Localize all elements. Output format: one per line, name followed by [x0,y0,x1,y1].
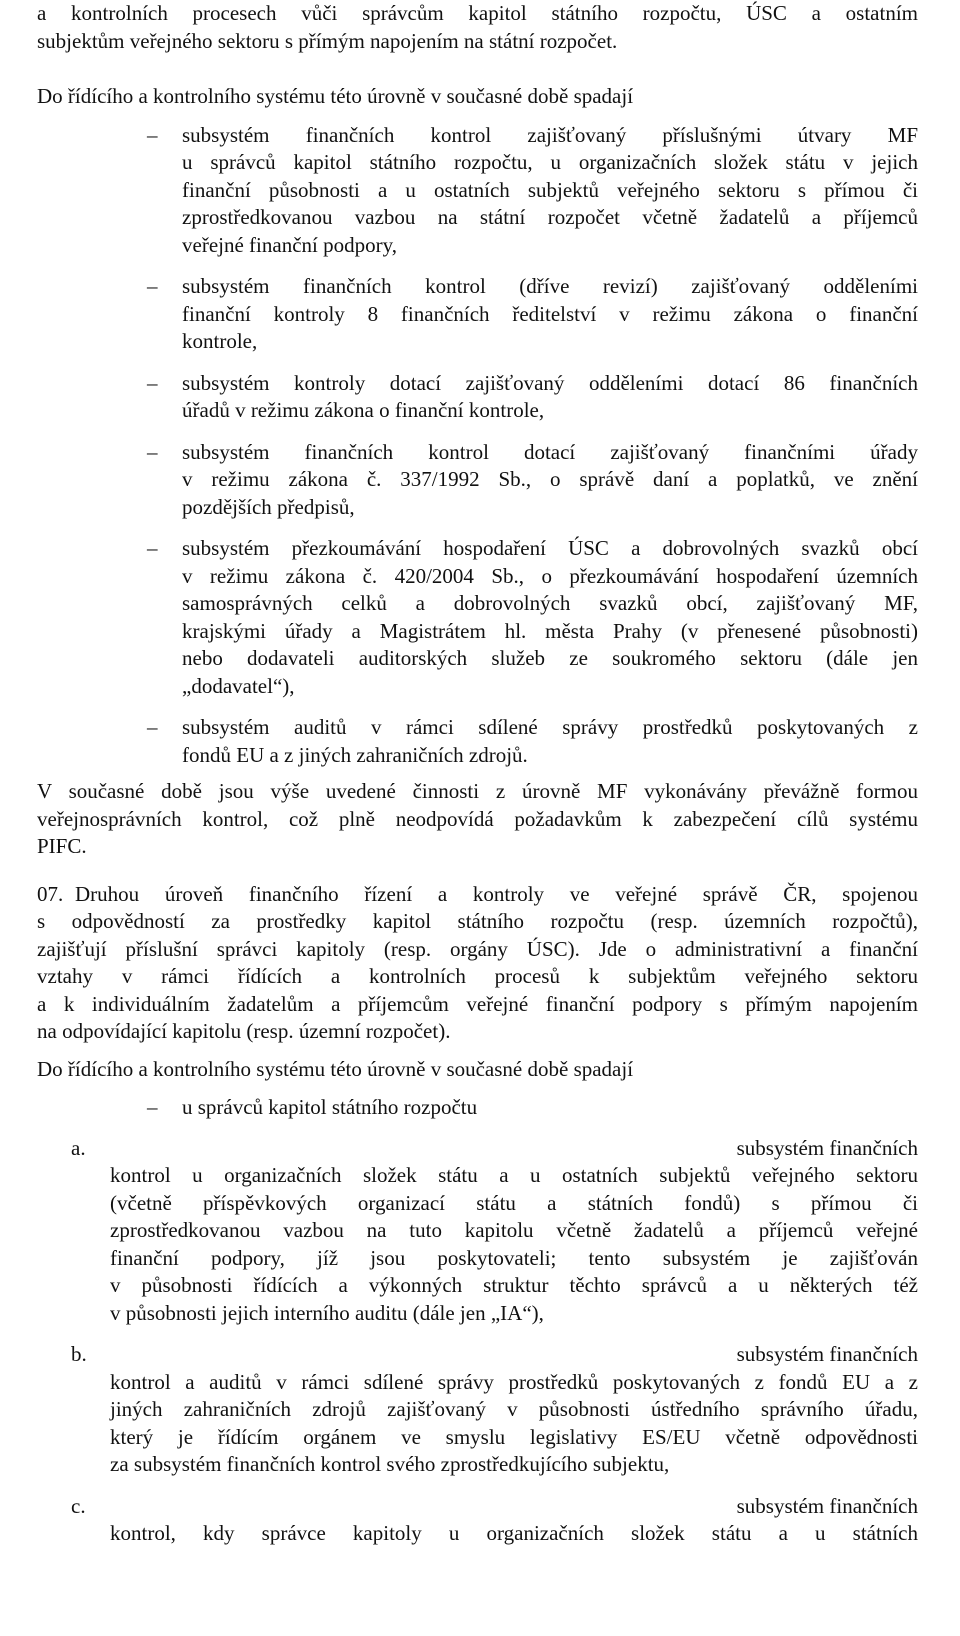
text-line: subsystém finančních kontrol dotací zajišťovaný finančními úřady [182,439,918,464]
lettered-list [37,1135,918,1548]
text-line: subsystém finančních kontrol zajišťovaný příslušnými útvary MF [182,122,918,147]
list-item [37,122,918,260]
text-line: který je řídícím orgánem ve smyslu legislativy ES/EU včetně odpovědnosti [110,1424,918,1449]
section-first-line: Druhou úroveň finančního řízení a kontroly ve veřejné správě ČR, spojenou [75,881,918,906]
text-line: na odpovídající kapitolu (resp. územní rozpočet). [37,1019,451,1043]
text-line: veřejné finanční podpory, [182,232,397,257]
text-line: (včetně příspěvkových organizací státu a státních fondů) s přímou či [110,1190,918,1215]
list-item [37,439,918,522]
text-line: krajskými úřady a Magistrátem hl. města Prahy (v přenesené působnosti) [182,618,918,643]
text-line: nebo dodavateli auditorských služeb ze soukromého sektoru (dále jen [182,646,918,670]
text-line: u správců kapitol státního rozpočtu [182,1095,478,1119]
text-line: „dodavatel“), [182,673,295,698]
list-item-a [37,1135,918,1328]
text-line: jiných zahraničních zdrojů zajišťovaný v působnosti ústředního správního úřadu, [110,1397,918,1421]
section-07 [37,881,918,1046]
text-line: v režimu zákona č. 420/2004 Sb., o přezkoumávání hospodaření územních [182,563,918,588]
summary-paragraph [37,778,918,861]
list-item [37,1094,918,1122]
list-item [37,714,918,769]
list-item-c [37,1493,918,1548]
lead-sentence: Do řídícího a kontrolního systému této úrovně v současné době spadají [37,84,634,108]
text-line: zajišťují příslušní správci kapitoly (resp. orgány ÚSC). Jde o administrativní a finanční [37,936,918,961]
text-line: zprostředkovanou vazbou na státní rozpočet včetně žadatelů a příjemců [182,205,918,229]
text-line: kontrol u organizačních složek státu a u ostatních subjektů veřejného sektoru [110,1163,918,1187]
text-line: fondů EU a z jiných zahraničních zdrojů. [182,742,528,767]
text-line: vztahy v rámci řídících a kontrolních procesů k subjektům veřejného sektoru [37,964,918,988]
text-line: PIFC. [37,834,87,858]
list-item-b [37,1341,918,1479]
list-letter: c. [71,1493,86,1518]
text-line: kontrol a auditů v rámci sdílené správy prostředků poskytovaných z fondů EU a z [110,1369,918,1394]
dash-bullet: – [147,715,158,739]
dash-bullet: – [147,370,158,395]
text-line: veřejnosprávních kontrol, což plně neodpovídá požadavkům k zabezpečení cílů systému [37,806,918,831]
text-line: subsystém finančních [736,1135,918,1160]
text-line: u správců kapitol státního rozpočtu, u organizačních složek státu v jejich [182,150,918,174]
document-page [37,0,918,1548]
text-line: kontrole, [182,329,258,353]
list-item [37,535,918,700]
text-line: subsystém finančních [736,1342,918,1366]
text-line: zprostředkovanou vazbou na tuto kapitolu včetně žadatelů a příjemců veřejné [110,1218,918,1242]
dash-bullet: – [147,439,158,464]
text-line: finanční kontroly 8 finančních ředitelství v režimu zákona o finanční [182,301,918,326]
list-letter: a. [71,1135,86,1160]
text-line: v režimu zákona č. 337/1992 Sb., o správě daní a poplatků, ve znění [182,467,918,491]
text-line: subsystém finančních kontrol (dříve revizí) zajišťovaný odděleními [182,274,918,298]
text-line: v působnosti jejich interního auditu (dále jen „IA“), [110,1300,544,1325]
text-line: pozdějších předpisů, [182,494,355,519]
text-line: a kontrolních procesech vůči správcům kapitol státního rozpočtu, ÚSC a ostatním [37,1,918,25]
text-line: subsystém kontroly dotací zajišťovaný odděleními dotací 86 finančních [182,370,918,395]
text-line: V současné době jsou výše uvedené činnosti z úrovně MF vykonávány převážně formou [37,779,918,803]
text-line: finanční podpory, jíž jsou poskytovateli; tento subsystém je zajišťován [110,1245,918,1270]
text-line: subjektům veřejného sektoru s přímým napojením na státní rozpočet. [37,28,618,53]
dash-bullet: – [147,536,158,560]
section-number: 07. [37,881,64,906]
text-line: subsystém auditů v rámci sdílené správy prostředků poskytovaných z [182,715,918,739]
list-item [37,273,918,356]
text-line [37,881,918,909]
list-item [37,370,918,425]
lead-sentence: Do řídícího a kontrolního systému této úrovně v současné době spadají [37,1056,634,1081]
text-line: v působnosti řídících a výkonných struktur těchto správců a u některých též [110,1273,918,1297]
dash-bullet: – [147,1095,158,1119]
text-line: subsystém finančních [736,1493,918,1518]
dash-bullet: – [147,274,158,298]
text-line: za subsystém finančních kontrol svého zprostředkujícího subjektu, [110,1452,670,1476]
intro-paragraph [37,0,918,55]
text-line: kontrol, kdy správce kapitoly u organizačních složek státu a u státních [110,1521,918,1545]
text-line: úřadů v režimu zákona o finanční kontrole, [182,398,545,422]
text-line: subsystém přezkoumávání hospodaření ÚSC a dobrovolných svazků obcí [182,536,918,560]
text-line: a k individuálním žadatelům a příjemcům veřejné finanční podpory s přímým napojením [37,991,918,1016]
text-line: finanční působnosti a u ostatních subjektů veřejného sektoru s přímou či [182,177,918,202]
dash-bullet: – [147,122,158,147]
text-line: samosprávných celků a dobrovolných svazků obcí, zajišťovaný MF, [182,591,918,615]
list-letter: b. [71,1342,87,1366]
text-line: s odpovědností za prostředky kapitol státního rozpočtu (resp. územních rozpočtů), [37,909,918,933]
dash-list [37,122,918,770]
